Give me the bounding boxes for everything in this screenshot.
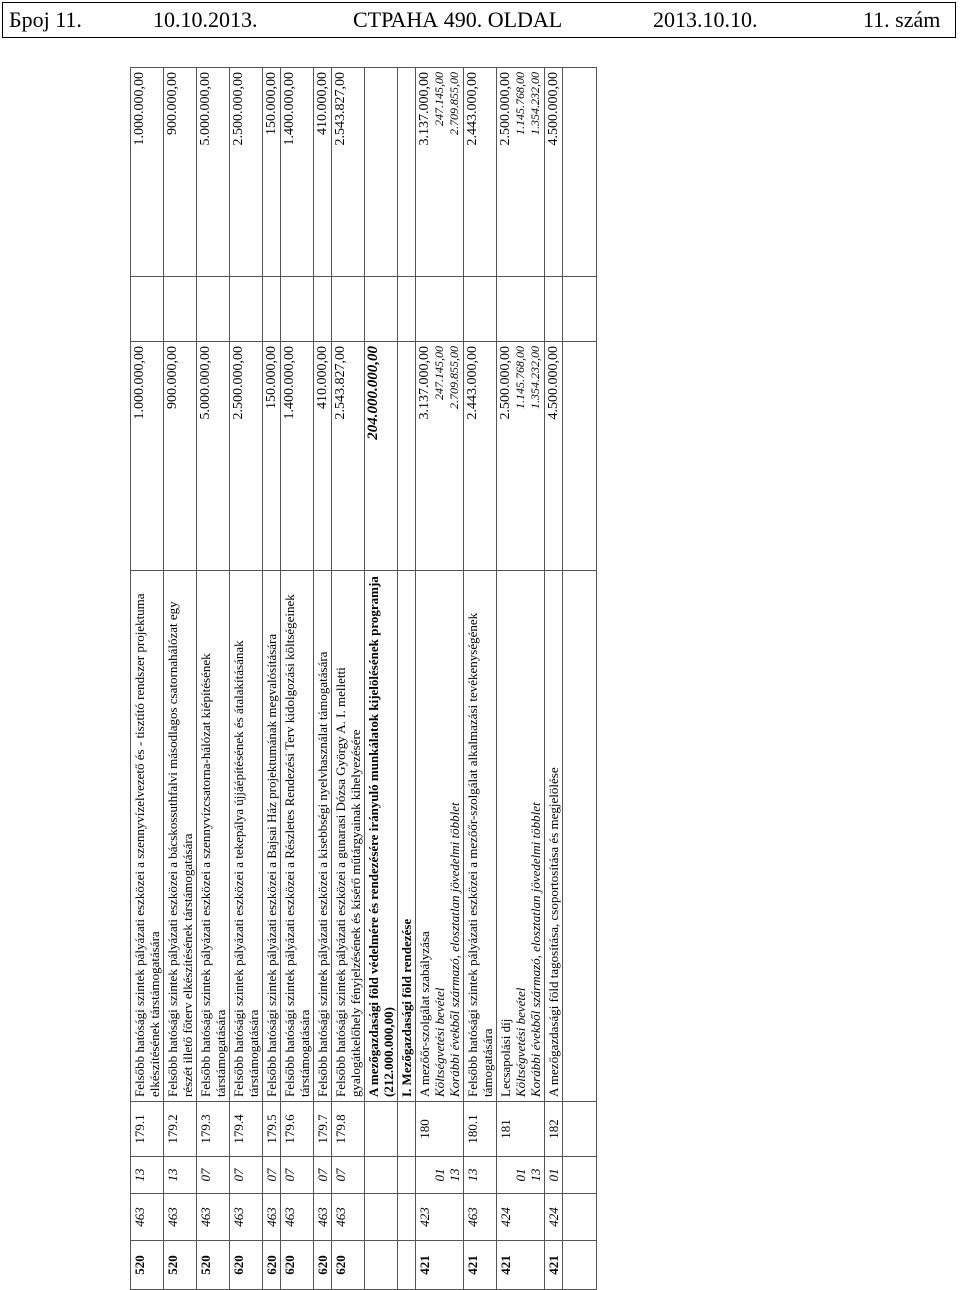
account-code: 463 bbox=[314, 1194, 332, 1241]
item-description: Felsőbb hatósági szintek pályázati eszközei a kisebbségi nyelvhasználat támogatására bbox=[314, 571, 332, 1102]
amount-total: 1.000.000,00 bbox=[131, 68, 164, 277]
source-code: 13 bbox=[464, 1157, 497, 1194]
item-description: A mezőgazdasági föld tagosítása, csoportosítása és megjelölése bbox=[545, 571, 563, 1102]
empty-cell bbox=[314, 277, 332, 342]
table-row bbox=[131, 68, 164, 1290]
source-code: 07 bbox=[281, 1157, 314, 1194]
empty-cell bbox=[197, 277, 230, 342]
account-code: 424 bbox=[545, 1194, 563, 1241]
empty-cell bbox=[398, 1241, 416, 1290]
source-code: 07 bbox=[314, 1157, 332, 1194]
source-description: Korábbi évekből származó, elosztatlan jövedelmi többlet bbox=[528, 802, 543, 1097]
amount-total: 410.000,00 bbox=[314, 68, 332, 277]
source-code: 07 bbox=[230, 1157, 263, 1194]
item-description: A mezőőr-szolgálat szabályzása bbox=[417, 931, 432, 1097]
empty-cell bbox=[365, 277, 398, 342]
function-code: 421 bbox=[545, 1241, 563, 1290]
date-hungarian: 2013.10.10. bbox=[653, 7, 758, 32]
source-code: 01 bbox=[545, 1157, 563, 1194]
account-code: 463 bbox=[464, 1194, 497, 1241]
source-description: Költségvetési bevétel bbox=[432, 987, 447, 1097]
table-row bbox=[416, 68, 464, 1290]
empty-cell bbox=[416, 277, 464, 342]
item-description-group bbox=[497, 571, 545, 1102]
empty-cell bbox=[398, 1194, 416, 1241]
table-row bbox=[545, 68, 563, 1290]
function-code: 620 bbox=[230, 1241, 263, 1290]
item-description-group bbox=[416, 571, 464, 1102]
program-total-amount: 204.000.000,00 bbox=[365, 342, 398, 571]
amount-planned-group bbox=[497, 342, 545, 571]
budget-table bbox=[130, 67, 597, 1290]
rotated-table-wrapper bbox=[130, 72, 790, 1290]
source-code: 13 bbox=[131, 1157, 164, 1194]
position-number: 179.5 bbox=[263, 1102, 281, 1157]
amount-total: 5.000.000,00 bbox=[197, 68, 230, 277]
empty-cell bbox=[398, 277, 416, 342]
amount-total-group bbox=[497, 68, 545, 277]
position-number: 179.2 bbox=[164, 1102, 197, 1157]
function-code: 520 bbox=[197, 1241, 230, 1290]
amount-planned: 2.543.827,00 bbox=[332, 342, 365, 571]
account-code: 463 bbox=[263, 1194, 281, 1241]
source-code: 13 bbox=[447, 1168, 462, 1182]
item-description: Felsőbb hatósági szintek pályázati eszközei a szennyvízcsatorna-hálózat kiépítésének társtámogatására bbox=[197, 571, 230, 1102]
amount-planned: 1.000.000,00 bbox=[131, 342, 164, 571]
item-description: Felsőbb hatósági szintek pályázati eszközei a Bajsai Ház projektumának megvalósítására bbox=[263, 571, 281, 1102]
amount-source: 1.354.232,00 bbox=[528, 346, 542, 409]
amount-planned: 1.400.000,00 bbox=[281, 342, 314, 571]
account-code: 424 bbox=[497, 1194, 545, 1241]
function-code: 421 bbox=[464, 1241, 497, 1290]
position-number: 179.4 bbox=[230, 1102, 263, 1157]
amount-source: 2.709.855,00 bbox=[447, 72, 461, 135]
amount-source: 2.709.855,00 bbox=[447, 346, 461, 409]
amount-source: 247.145,00 bbox=[432, 72, 446, 126]
account-code: 463 bbox=[164, 1194, 197, 1241]
amount-planned: 3.137.000,00 bbox=[417, 346, 432, 420]
source-code: 01 bbox=[513, 1168, 528, 1182]
amount-source: 1.145.768,00 bbox=[513, 72, 527, 135]
account-code: 463 bbox=[230, 1194, 263, 1241]
item-description: Felsőbb hatósági szintek pályázati eszközei a gunarasi Dózsa György A. I. melletti gyalogátkelőhely fényjelzésének és kísérő műtárgyainak kihelyezésére bbox=[332, 571, 365, 1102]
account-code: 463 bbox=[281, 1194, 314, 1241]
issue-number-serbian: Број 11. bbox=[9, 7, 82, 32]
empty-cell bbox=[497, 277, 545, 342]
position-number: 180 bbox=[416, 1102, 464, 1157]
empty-cell bbox=[230, 277, 263, 342]
table-row bbox=[497, 68, 545, 1290]
table-row bbox=[230, 68, 263, 1290]
section-heading-row bbox=[398, 68, 416, 1290]
position-number: 179.3 bbox=[197, 1102, 230, 1157]
amount-total: 150.000,00 bbox=[263, 68, 281, 277]
empty-cell bbox=[281, 277, 314, 342]
amount-planned: 2.500.000,00 bbox=[230, 342, 263, 571]
program-total-row bbox=[365, 68, 398, 1290]
empty-cell bbox=[398, 1157, 416, 1194]
position-number: 180.1 bbox=[464, 1102, 497, 1157]
account-code: 463 bbox=[131, 1194, 164, 1241]
item-description: Felsőbb hatósági szintek pályázati eszközei a tekepálya újjáépítésének és átalakításának társtámogatására bbox=[230, 571, 263, 1102]
position-number: 179.6 bbox=[281, 1102, 314, 1157]
table-row bbox=[314, 68, 332, 1290]
table-row bbox=[197, 68, 230, 1290]
amount-source: 1.354.232,00 bbox=[528, 72, 542, 135]
function-code: 620 bbox=[332, 1241, 365, 1290]
empty-cell bbox=[464, 277, 497, 342]
empty-cell bbox=[398, 68, 416, 277]
account-code: 463 bbox=[332, 1194, 365, 1241]
empty-cell bbox=[164, 277, 197, 342]
table-row bbox=[164, 68, 197, 1290]
position-number: 179.8 bbox=[332, 1102, 365, 1157]
amount-planned: 150.000,00 bbox=[263, 342, 281, 571]
position-number: 179.1 bbox=[131, 1102, 164, 1157]
source-codes bbox=[497, 1157, 545, 1194]
amount-planned: 2.500.000,00 bbox=[498, 346, 513, 420]
amount-planned: 410.000,00 bbox=[314, 342, 332, 571]
amount-planned: 5.000.000,00 bbox=[197, 342, 230, 571]
empty-cell bbox=[365, 1157, 398, 1194]
page-header bbox=[2, 2, 956, 38]
amount-planned: 2.443.000,00 bbox=[464, 342, 497, 571]
table-row bbox=[464, 68, 497, 1290]
page-number: СТРАНА 490. OLDAL bbox=[353, 7, 563, 32]
item-description: Felsőbb hatósági szintek pályázati eszközei a bácskossuthfalvi másodlagos csatornahálózat egy részét illető főterv elkészítésének társtámogatására bbox=[164, 571, 197, 1102]
amount-total: 2.543.827,00 bbox=[332, 68, 365, 277]
source-code: 13 bbox=[528, 1168, 543, 1182]
source-code: 13 bbox=[164, 1157, 197, 1194]
empty-cell bbox=[365, 1194, 398, 1241]
position-number: 179.7 bbox=[314, 1102, 332, 1157]
source-codes bbox=[416, 1157, 464, 1194]
table-row bbox=[281, 68, 314, 1290]
source-description: Költségvetési bevétel bbox=[513, 987, 528, 1097]
function-code: 620 bbox=[263, 1241, 281, 1290]
account-code: 423 bbox=[416, 1194, 464, 1241]
source-description: Korábbi évekből származó, elosztatlan jövedelmi többlet bbox=[447, 802, 462, 1097]
empty-cell bbox=[365, 1102, 398, 1157]
table-row bbox=[332, 68, 365, 1290]
amount-total: 2.500.000,00 bbox=[230, 68, 263, 277]
source-code: 07 bbox=[332, 1157, 365, 1194]
function-code: 620 bbox=[281, 1241, 314, 1290]
empty-cell bbox=[263, 277, 281, 342]
program-title: A mezőgazdasági föld védelmére és rendezésére irányuló munkálatok kijelölésének programja (212.000.000,00) bbox=[365, 571, 398, 1102]
function-code: 520 bbox=[131, 1241, 164, 1290]
empty-cell bbox=[131, 277, 164, 342]
function-code: 421 bbox=[497, 1241, 545, 1290]
position-number: 182 bbox=[545, 1102, 563, 1157]
amount-total-group bbox=[416, 68, 464, 277]
item-description: Felsőbb hatósági szintek pályázati eszközei a mezőőr-szolgálat alkalmazási tevékenységének támogatására bbox=[464, 571, 497, 1102]
amount-source: 247.145,00 bbox=[432, 346, 446, 400]
empty-cell bbox=[332, 277, 365, 342]
amount-planned: 900.000,00 bbox=[164, 342, 197, 571]
item-description: Lecsapolási díj bbox=[498, 1018, 513, 1097]
empty-cell bbox=[398, 1102, 416, 1157]
account-code: 463 bbox=[197, 1194, 230, 1241]
function-code: 520 bbox=[164, 1241, 197, 1290]
item-description: Felsőbb hatósági szintek pályázati eszközei a szennyvízelvezető és - tisztító rendszer projektuma elkészítésének társtámogatására bbox=[131, 571, 164, 1102]
item-description: Felsőbb hatósági szintek pályázati eszközei a Részletes Rendezési Terv kidolgozási költségeinek társtámogatására bbox=[281, 571, 314, 1102]
source-code: 07 bbox=[197, 1157, 230, 1194]
source-code: 07 bbox=[263, 1157, 281, 1194]
amount-total: 900.000,00 bbox=[164, 68, 197, 277]
table-row bbox=[263, 68, 281, 1290]
empty-cell bbox=[398, 342, 416, 571]
empty-cell bbox=[365, 68, 398, 277]
source-code: 01 bbox=[432, 1168, 447, 1182]
empty-row bbox=[563, 68, 597, 1290]
issue-number-hungarian: 11. szám bbox=[863, 7, 941, 32]
position-number: 181 bbox=[497, 1102, 545, 1157]
amount-total: 4.500.000,00 bbox=[545, 68, 563, 277]
date-serbian: 10.10.2013. bbox=[153, 7, 258, 32]
amount-planned: 4.500.000,00 bbox=[545, 342, 563, 571]
amount-source: 1.145.768,00 bbox=[513, 346, 527, 409]
amount-total: 3.137.000,00 bbox=[417, 72, 432, 146]
amount-planned-group bbox=[416, 342, 464, 571]
empty-cell bbox=[365, 1241, 398, 1290]
amount-total: 1.400.000,00 bbox=[281, 68, 314, 277]
amount-total: 2.443.000,00 bbox=[464, 68, 497, 277]
rotated-table bbox=[130, 72, 790, 1290]
function-code: 421 bbox=[416, 1241, 464, 1290]
amount-total: 2.500.000,00 bbox=[498, 72, 513, 146]
empty-cell bbox=[545, 277, 563, 342]
section-title: I. Mezőgazdasági föld rendezése bbox=[398, 571, 416, 1102]
function-code: 620 bbox=[314, 1241, 332, 1290]
